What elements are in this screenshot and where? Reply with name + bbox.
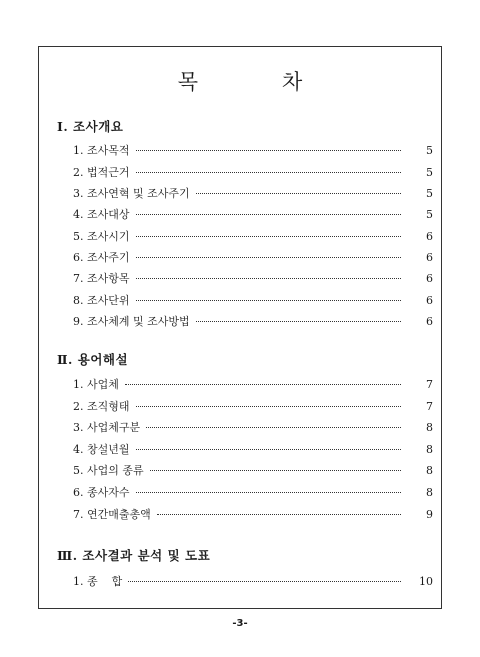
- leader-dots: [136, 214, 402, 215]
- leader-dots: [136, 172, 402, 173]
- toc-entry[interactable]: [73, 249, 433, 265]
- toc-entry-page: 5: [426, 208, 433, 221]
- toc-entry[interactable]: [73, 185, 433, 201]
- toc-entry-page: 7: [426, 378, 433, 391]
- toc-entry-page: 10: [419, 575, 433, 588]
- toc-entry-page: 8: [426, 464, 433, 477]
- toc-entry[interactable]: [73, 441, 433, 457]
- toc-entry-page: 6: [426, 294, 433, 307]
- toc-entry[interactable]: [73, 206, 433, 222]
- toc-entry-label: 4. 조사대상: [73, 208, 130, 221]
- toc-entry[interactable]: [73, 484, 433, 500]
- leader-dots: [136, 449, 402, 450]
- toc-entry-page: 6: [426, 315, 433, 328]
- leader-dots: [146, 427, 401, 428]
- toc-entry-label: 1. 사업체: [73, 378, 119, 391]
- toc-entry-label: 3. 조사연혁 및 조사주기: [73, 187, 190, 200]
- toc-entry[interactable]: [73, 462, 433, 478]
- toc-entry-page: 8: [426, 443, 433, 456]
- leader-dots: [136, 257, 402, 258]
- toc-entry[interactable]: [73, 164, 433, 180]
- toc-entry-label: 8. 조사단위: [73, 294, 130, 307]
- toc-entry-label: 6. 종사자수: [73, 486, 130, 499]
- leader-dots: [125, 384, 401, 385]
- toc-entry[interactable]: [73, 228, 433, 244]
- leader-dots: [150, 470, 401, 471]
- leader-dots: [196, 321, 401, 322]
- toc-entry-page: 5: [426, 187, 433, 200]
- toc-entry-label: 2. 조직형태: [73, 400, 130, 413]
- toc-entry-page: 5: [426, 144, 433, 157]
- toc-entry[interactable]: [73, 376, 433, 392]
- title-char-2: 차: [282, 70, 303, 94]
- toc-entry[interactable]: [73, 270, 433, 286]
- toc-entry[interactable]: [73, 313, 433, 329]
- leader-dots: [136, 406, 402, 407]
- toc-entry-label: 7. 조사항목: [73, 272, 130, 285]
- toc-entry-label: 6. 조사주기: [73, 251, 130, 264]
- toc-entry-label: 1. 조사목적: [73, 144, 130, 157]
- leader-dots: [136, 236, 402, 237]
- leader-dots: [136, 150, 402, 151]
- toc-entry-label: 7. 연간매출총액: [73, 508, 151, 521]
- toc-entry[interactable]: [73, 419, 433, 435]
- toc-entry[interactable]: [73, 506, 433, 522]
- leader-dots: [196, 193, 401, 194]
- section-heading-3: Ⅲ. 조사결과 분석 및 도표: [57, 548, 211, 563]
- toc-entry-label: 2. 법적근거: [73, 166, 130, 179]
- section-heading-2: Ⅱ. 용어해설: [57, 352, 129, 367]
- toc-entry[interactable]: [73, 142, 433, 158]
- toc-entry-label: 1. 종 합: [73, 575, 123, 588]
- toc-entry-page: 8: [426, 421, 433, 434]
- toc-entry[interactable]: [73, 398, 433, 414]
- leader-dots: [128, 581, 401, 582]
- section-heading-1: Ⅰ. 조사개요: [57, 119, 124, 134]
- toc-entry-label: 3. 사업체구분: [73, 421, 141, 434]
- toc-entry-page: 9: [426, 508, 433, 521]
- toc-entry-page: 6: [426, 272, 433, 285]
- page-title: [0, 66, 480, 96]
- toc-entry-page: 8: [426, 486, 433, 499]
- title-char-1: 목: [177, 70, 198, 94]
- toc-entry-page: 6: [426, 230, 433, 243]
- leader-dots: [136, 492, 402, 493]
- leader-dots: [157, 514, 401, 515]
- toc-entry[interactable]: [73, 292, 433, 308]
- toc-entry-label: 9. 조사체계 및 조사방법: [73, 315, 190, 328]
- toc-entry-label: 4. 창설년월: [73, 443, 130, 456]
- toc-entry-page: 6: [426, 251, 433, 264]
- toc-entry-label: 5. 사업의 종류: [73, 464, 144, 477]
- toc-entry-page: 7: [426, 400, 433, 413]
- page-number: -3-: [232, 618, 248, 629]
- toc-entry-page: 5: [426, 166, 433, 179]
- leader-dots: [136, 278, 402, 279]
- leader-dots: [136, 300, 402, 301]
- toc-entry-label: 5. 조사시기: [73, 230, 130, 243]
- toc-entry[interactable]: [73, 573, 433, 589]
